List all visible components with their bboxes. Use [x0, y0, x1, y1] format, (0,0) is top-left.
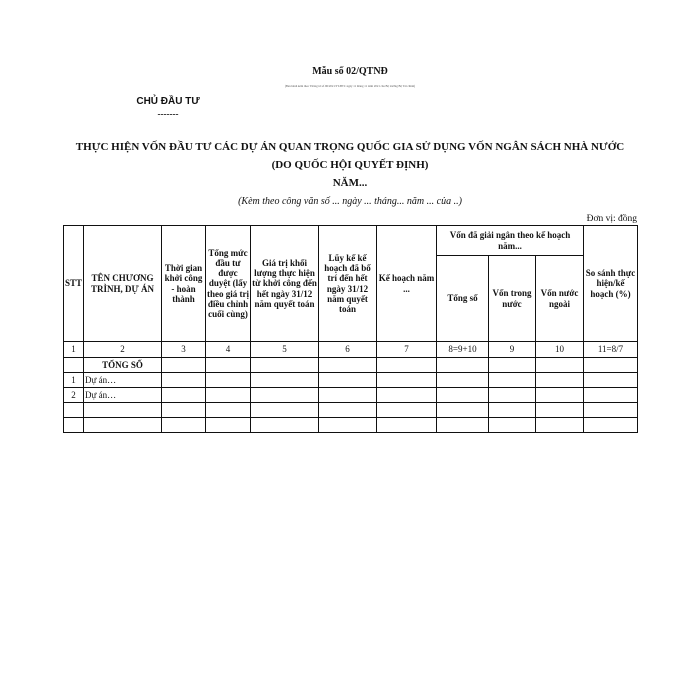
table-cell — [536, 418, 584, 433]
report-year: NĂM... — [332, 177, 368, 189]
header-disbursed-total: Tổng số — [437, 256, 489, 342]
row-project-name: Dự án… — [84, 388, 162, 403]
table-row — [64, 403, 638, 418]
table-cell — [437, 403, 489, 418]
table-cell — [251, 418, 319, 433]
column-number: 10 — [536, 342, 584, 358]
table-cell — [437, 358, 489, 373]
currency-unit: Đơn vị: đồng — [586, 214, 637, 224]
table-cell — [206, 373, 251, 388]
header-disbursed-group: Vốn đã giải ngân theo kế hoạch năm... — [437, 226, 584, 256]
column-number: 6 — [319, 342, 377, 358]
table-cell — [489, 388, 536, 403]
table-cell — [536, 373, 584, 388]
column-number: 2 — [84, 342, 162, 358]
header-time: Thời gian khởi công - hoàn thành — [162, 226, 206, 342]
table-row — [64, 418, 638, 433]
total-label: TỔNG SỐ — [84, 358, 162, 373]
table-cell — [377, 403, 437, 418]
table-cell — [162, 358, 206, 373]
table-row — [64, 373, 638, 388]
header-foreign-capital: Vốn nước ngoài — [536, 256, 584, 342]
table-cell — [319, 373, 377, 388]
column-number: 5 — [251, 342, 319, 358]
column-number: 1 — [64, 342, 84, 358]
table-cell — [377, 388, 437, 403]
form-note: (Ban hành kèm theo Thông tư số 96/2021/TT-BTC ngày 11 tháng 11 năm 2021 của Bộ trưởng Bộ Tài chính) — [284, 84, 416, 88]
row-project-name — [84, 418, 162, 433]
table-row — [64, 388, 638, 403]
row-stt: 2 — [64, 388, 84, 403]
table-cell — [206, 388, 251, 403]
table-cell — [489, 403, 536, 418]
table-cell — [437, 373, 489, 388]
table-cell — [64, 358, 84, 373]
investment-table — [63, 225, 638, 433]
table-cell — [377, 358, 437, 373]
row-stt — [64, 403, 84, 418]
column-number: 4 — [206, 342, 251, 358]
table-cell — [319, 403, 377, 418]
header-plan-year: Kế hoạch năm ... — [377, 226, 437, 342]
column-number: 9 — [489, 342, 536, 358]
form-code: Mẫu số 02/QTNĐ — [312, 66, 388, 77]
table-cell — [251, 358, 319, 373]
owner-divider: ------- — [157, 109, 179, 119]
header-stt: STT — [64, 226, 84, 342]
table-cell — [251, 388, 319, 403]
table-cell — [489, 358, 536, 373]
table-cell — [489, 373, 536, 388]
table-cell — [206, 403, 251, 418]
table-cell — [584, 358, 638, 373]
table-cell — [377, 418, 437, 433]
table-cell — [437, 388, 489, 403]
table-cell — [206, 358, 251, 373]
owner-label: CHỦ ĐẦU TƯ — [136, 96, 200, 107]
row-project-name — [84, 403, 162, 418]
table-cell — [536, 358, 584, 373]
header-accumulated-plan: Lũy kế kế hoạch đã bố trí đến hết ngày 31/12 năm quyết toán — [319, 226, 377, 342]
header-total-investment: Tổng mức đầu tư được duyệt (lấy theo giá trị điều chỉnh cuối cùng) — [206, 226, 251, 342]
table-cell — [206, 418, 251, 433]
table-cell — [319, 388, 377, 403]
attachment-note: (Kèm theo công văn số ... ngày ... tháng... năm ... của ..) — [238, 196, 462, 207]
table-cell — [584, 373, 638, 388]
table-cell — [377, 373, 437, 388]
table-cell — [584, 388, 638, 403]
report-title: THỰC HIỆN VỐN ĐẦU TƯ CÁC DỰ ÁN QUAN TRỌNG QUỐC GIA SỬ DỤNG VỐN NGÂN SÁCH NHÀ NƯỚC — [75, 141, 625, 153]
table-cell — [584, 418, 638, 433]
total-row — [64, 358, 638, 373]
header-domestic-capital: Vốn trong nước — [489, 256, 536, 342]
header-volume-value: Giá trị khối lượng thực hiện từ khởi công đến hết ngày 31/12 năm quyết toán — [251, 226, 319, 342]
table-cell — [536, 403, 584, 418]
table-cell — [251, 373, 319, 388]
row-project-name: Dự án… — [84, 373, 162, 388]
table-cell — [162, 403, 206, 418]
row-stt: 1 — [64, 373, 84, 388]
column-number: 3 — [162, 342, 206, 358]
table-cell — [319, 358, 377, 373]
header-program-name: TÊN CHƯƠNG TRÌNH, DỰ ÁN — [84, 226, 162, 342]
row-stt — [64, 418, 84, 433]
table-cell — [319, 418, 377, 433]
table-cell — [536, 388, 584, 403]
table-cell — [251, 403, 319, 418]
column-number: 8=9+10 — [437, 342, 489, 358]
header-compare: So sánh thực hiện/kế hoạch (%) — [584, 226, 638, 342]
column-number: 7 — [377, 342, 437, 358]
report-subtitle: (DO QUỐC HỘI QUYẾT ĐỊNH) — [271, 159, 429, 171]
table-cell — [489, 418, 536, 433]
column-number: 11=8/7 — [584, 342, 638, 358]
table-cell — [162, 373, 206, 388]
column-number-row — [64, 342, 638, 358]
table-cell — [162, 388, 206, 403]
table-cell — [437, 418, 489, 433]
table-cell — [162, 418, 206, 433]
table-cell — [584, 403, 638, 418]
